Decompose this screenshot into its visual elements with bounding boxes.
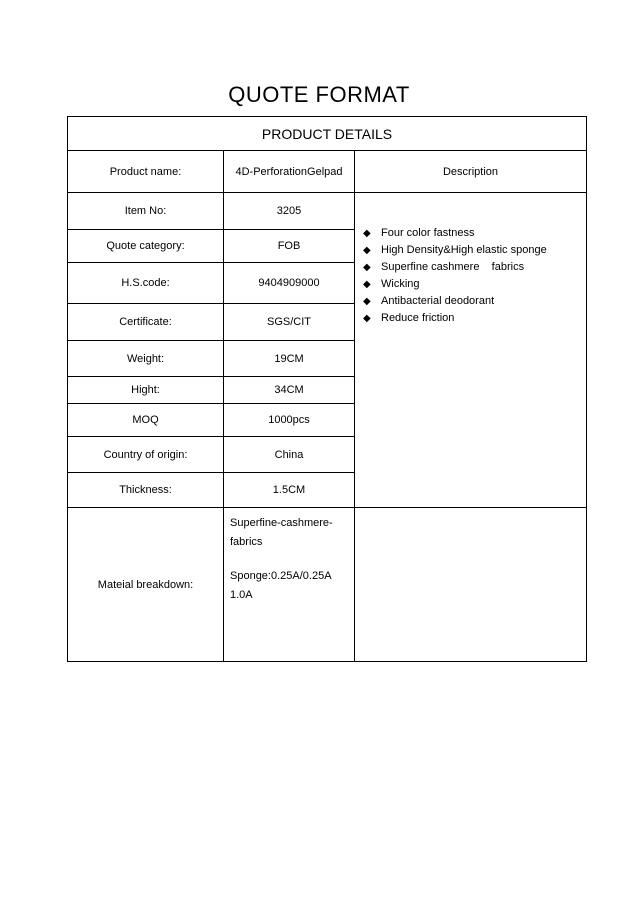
row-value: 19CM bbox=[224, 341, 355, 377]
list-item bbox=[361, 310, 586, 327]
list-item bbox=[361, 225, 586, 242]
diamond-bullet-icon: ◆ bbox=[363, 262, 371, 273]
description-cell bbox=[355, 193, 587, 508]
feature-text: Antibacterial deodorant bbox=[381, 295, 495, 307]
row-value: 9404909000 bbox=[224, 263, 355, 304]
product-name-value: 4D-PerforationGelpad bbox=[224, 151, 355, 193]
row-value: FOB bbox=[224, 230, 355, 263]
feature-text: High Density&High elastic sponge bbox=[381, 244, 547, 256]
row-label: Certificate: bbox=[68, 304, 224, 341]
material-line: 1.0A bbox=[230, 589, 253, 601]
diamond-bullet-icon: ◆ bbox=[363, 279, 371, 290]
list-item bbox=[361, 293, 586, 310]
table-header-row bbox=[68, 117, 587, 151]
quote-table bbox=[67, 116, 587, 662]
diamond-bullet-icon: ◆ bbox=[363, 228, 371, 239]
diamond-bullet-icon: ◆ bbox=[363, 296, 371, 307]
material-line: fabrics bbox=[230, 536, 263, 548]
feature-text: Four color fastness bbox=[381, 227, 475, 239]
table-row bbox=[68, 508, 587, 662]
diamond-bullet-icon: ◆ bbox=[363, 313, 371, 324]
diamond-bullet-icon: ◆ bbox=[363, 245, 371, 256]
table-row bbox=[68, 193, 587, 230]
section-header: PRODUCT DETAILS bbox=[68, 117, 587, 151]
material-label: Mateial breakdown: bbox=[68, 508, 224, 662]
row-value: 34CM bbox=[224, 377, 355, 404]
row-label: Weight: bbox=[68, 341, 224, 377]
row-value: 1.5CM bbox=[224, 473, 355, 508]
feature-text: Wicking bbox=[381, 278, 420, 290]
product-name-label: Product name: bbox=[68, 151, 224, 193]
table-row bbox=[68, 151, 587, 193]
feature-text: Reduce friction bbox=[381, 312, 455, 324]
feature-text: Superfine cashmere fabrics bbox=[381, 261, 525, 273]
empty-cell bbox=[355, 508, 587, 662]
row-label: Quote category: bbox=[68, 230, 224, 263]
list-item bbox=[361, 242, 586, 259]
feature-list bbox=[361, 225, 586, 327]
list-item bbox=[361, 276, 586, 293]
row-label: Hight: bbox=[68, 377, 224, 404]
material-line: Sponge:0.25A/0.25A bbox=[230, 570, 332, 582]
row-value: 3205 bbox=[224, 193, 355, 230]
description-label: Description bbox=[355, 151, 587, 193]
row-label: MOQ bbox=[68, 404, 224, 437]
row-label: Thickness: bbox=[68, 473, 224, 508]
row-value: 1000pcs bbox=[224, 404, 355, 437]
material-line: Superfine-cashmere- bbox=[230, 517, 333, 529]
row-label: Country of origin: bbox=[68, 437, 224, 473]
document-title: QUOTE FORMAT bbox=[228, 82, 410, 107]
row-label: H.S.code: bbox=[68, 263, 224, 304]
row-value: China bbox=[224, 437, 355, 473]
row-label: Item No: bbox=[68, 193, 224, 230]
material-value bbox=[224, 508, 355, 662]
row-value: SGS/CIT bbox=[224, 304, 355, 341]
list-item bbox=[361, 259, 586, 276]
